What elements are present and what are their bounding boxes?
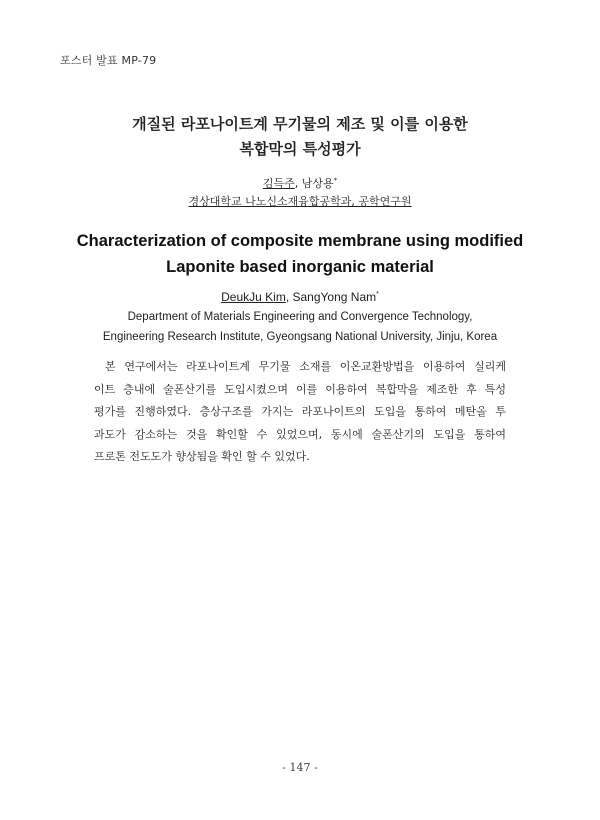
- korean-title: [0, 112, 600, 162]
- korean-affiliation-text: 경상대학교 나노신소재융합공학과, 공학연구원: [188, 195, 412, 208]
- english-title: [0, 228, 600, 280]
- abstract-line: 과도가 감소하는 것을 확인할 수 있었으며, 동시에 술폰산기의 도입을 통하여: [94, 427, 506, 441]
- korean-title-line: 개질된 라포나이트계 무기물의 제조 및 이를 이용한: [132, 115, 468, 133]
- english-author-corresponding: SangYong Nam: [292, 290, 377, 304]
- session-label: 포스터 발표 MP-79: [60, 54, 157, 67]
- english-title-line: Laponite based inorganic material: [166, 258, 434, 276]
- abstract-line: 본 연구에서는 라포나이트계 무기물 소재를 이온교환방법을 이용하여 실리케: [105, 360, 506, 373]
- english-author-presenter: DeukJu Kim: [221, 290, 286, 304]
- korean-affiliation: [0, 193, 600, 209]
- english-affiliation-line: Engineering Research Institute, Gyeongsang National University, Jinju, Korea: [102, 331, 498, 343]
- english-title-line: Characterization of composite membrane using modified: [76, 232, 524, 250]
- page-number: - 147 -: [282, 761, 318, 774]
- abstract-line: 이트 층내에 술폰산기를 도입시켰으며 이를 이용하여 복합막을 제조한 후 특성: [94, 382, 506, 396]
- english-affiliation-line: Department of Materials Engineering and Convergence Technology,: [127, 311, 473, 323]
- corresponding-mark: *: [376, 291, 379, 298]
- author-separator: ,: [285, 290, 293, 304]
- abstract-line: 평가를 진행하였다. 층상구조를 가지는 라포나이트의 도입을 통하여 메탄올 투: [94, 405, 506, 418]
- abstract-body: [94, 356, 506, 469]
- korean-authors: [0, 174, 600, 194]
- abstract-line: 프로톤 전도도가 향상됨을 확인 할 수 있었다.: [94, 450, 310, 463]
- english-authors: [0, 290, 600, 304]
- english-affiliation: [0, 307, 600, 347]
- korean-author-corresponding: 남상용: [301, 177, 334, 190]
- corresponding-mark: *: [333, 176, 338, 185]
- author-separator: ,: [294, 177, 302, 190]
- korean-author-presenter: 김득주: [262, 177, 295, 190]
- korean-title-line: 복합막의 특성평가: [239, 140, 361, 158]
